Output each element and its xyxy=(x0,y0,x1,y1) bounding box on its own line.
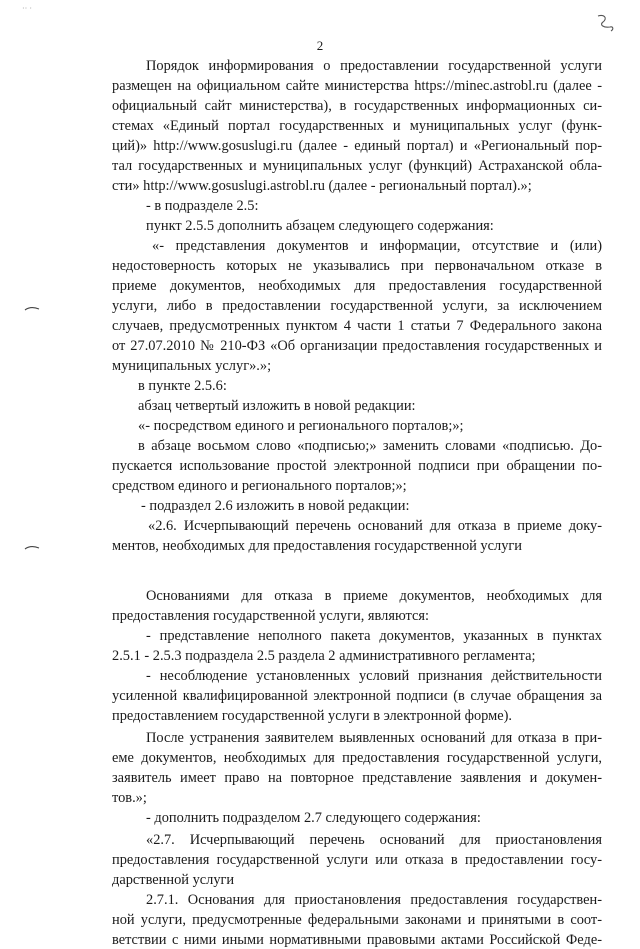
margin-mark xyxy=(24,546,40,550)
text-line: официальный сайт министерства), в государственных информационных си- xyxy=(112,98,602,114)
text-line: Основаниями для отказа в приеме документов, необходимых для xyxy=(146,588,602,604)
text-line: приеме документов, необходимых для предоставления государственной xyxy=(112,278,602,294)
text-line: предоставления государственной услуги, являются: xyxy=(112,608,429,624)
text-line: - подраздел 2.6 изложить в новой редакции: xyxy=(141,498,410,514)
margin-mark xyxy=(24,307,40,311)
text-line: «2.6. Исчерпывающий перечень оснований для отказа в приеме доку- xyxy=(148,518,602,534)
text-line: - дополнить подразделом 2.7 следующего содержания: xyxy=(146,810,481,826)
text-line: в пункте 2.5.6: xyxy=(138,378,227,394)
text-line: пускается использование простой электронной подписи при обращении по- xyxy=(112,458,602,474)
text-line: дарственной услуги xyxy=(112,872,235,888)
text-line: тов.»; xyxy=(112,790,147,806)
text-line: ций)» http://www.gosuslugi.ru (далее - единый портал) и «Региональный пор- xyxy=(112,138,602,154)
text-line: предоставлением государственной услуги в электронной форме). xyxy=(112,708,513,724)
text-line: от 27.07.2010 № 210-ФЗ «Об организации предоставления государственных и xyxy=(112,338,602,354)
text-line: «- представления документов и информации, отсутствие и (или) xyxy=(152,238,602,254)
text-line: муниципальных услуг».»; xyxy=(112,358,272,374)
text-line: 2.7.1. Основания для приостановления предоставления государствен- xyxy=(146,892,602,908)
text-line: сти» http://www.gosuslugi.astrobl.ru (далее - региональный портал).»; xyxy=(112,178,532,194)
text-line: ментов, необходимых для предоставления государственной услуги xyxy=(112,538,522,554)
text-line: 2.5.1 - 2.5.3 подраздела 2.5 раздела 2 административного регламента; xyxy=(112,648,536,664)
text-line: «- посредством единого и регионального порталов;»; xyxy=(138,418,464,434)
text-line: заявитель имеет право на повторное представление заявления и докумен- xyxy=(112,770,602,786)
text-line: в абзаце восьмом слово «подписью;» заменить словами «подписью. До- xyxy=(138,438,602,454)
text-line: - представление неполного пакета документов, указанных в пунктах xyxy=(146,628,602,644)
text-line: ной услуги, предусмотренные федеральными законами и принятыми в соот- xyxy=(112,912,602,928)
text-line: случаев, предусмотренных пунктом 4 части 1 статьи 7 Федерального закона xyxy=(112,318,602,334)
page-number: 2 xyxy=(316,38,324,53)
text-line: После устранения заявителем выявленных оснований для отказа в при- xyxy=(146,730,602,746)
text-line: абзац четвертый изложить в новой редакции: xyxy=(138,398,416,414)
text-line: стемах «Единый портал государственных и муниципальных услуг (функ- xyxy=(112,118,602,134)
text-line: еме документов, необходимых для предоставления государственной услуги, xyxy=(112,750,602,766)
text-line: тал государственных и муниципальных услуг (функций) Астраханской обла- xyxy=(112,158,602,174)
text-line: пункт 2.5.5 дополнить абзацем следующего содержания: xyxy=(146,218,494,234)
initials-signature-icon xyxy=(592,12,618,34)
text-line: размещен на официальном сайте министерства https://minec.astrobl.ru (далее - xyxy=(112,78,602,94)
text-line: средством единого и регионального порталов;»; xyxy=(112,478,407,494)
text-line: недостоверность которых не указывались при первоначальном отказе в xyxy=(112,258,602,274)
text-line: Порядок информирования о предоставлении государственной услуги xyxy=(146,58,602,74)
text-line: услуги, либо в предоставлении государственной услуги, за исключением xyxy=(112,298,602,314)
text-line: предоставления государственной услуги или отказа в предоставлении госу- xyxy=(112,852,602,868)
scan-corner-mark: ·· · xyxy=(22,4,32,13)
text-line: - несоблюдение установленных условий признания действительности xyxy=(146,668,602,684)
text-line: ветствии с ними иными нормативными правовыми актами Российской Феде- xyxy=(112,932,602,948)
text-line: усиленной квалифицированной электронной подписи (в случае обращения за xyxy=(112,688,602,704)
text-line: - в подразделе 2.5: xyxy=(146,198,259,214)
text-line: «2.7. Исчерпывающий перечень оснований для приостановления xyxy=(146,832,602,848)
